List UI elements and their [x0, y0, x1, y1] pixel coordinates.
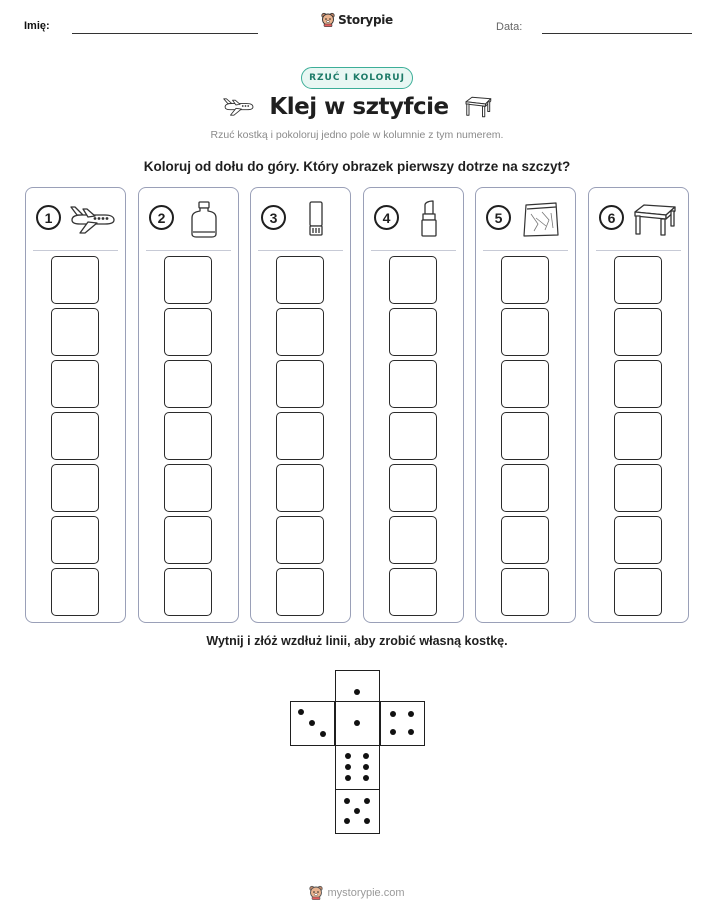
column-number: 1	[36, 205, 61, 230]
color-cell[interactable]	[501, 412, 549, 460]
column-divider	[258, 250, 343, 251]
color-cell[interactable]	[164, 516, 212, 564]
color-cell[interactable]	[164, 308, 212, 356]
die-pip	[408, 729, 414, 735]
die-pip	[320, 731, 326, 737]
storypie-logo-icon	[309, 885, 323, 900]
column-header	[476, 188, 575, 250]
column-1	[25, 187, 126, 623]
glue-stick-icon	[291, 200, 341, 238]
instruction: Koloruj od dołu do góry. Który obrazek pierwszy dotrze na szczyt?	[143, 159, 571, 174]
color-cell[interactable]	[614, 412, 662, 460]
storypie-logo-icon	[321, 12, 335, 27]
color-cell[interactable]	[501, 568, 549, 616]
column-header	[26, 188, 125, 250]
color-cell[interactable]	[51, 568, 99, 616]
title-row	[0, 89, 714, 125]
footer	[0, 885, 714, 900]
activity-badge: RZUĆ I KOLORUJ	[301, 67, 413, 89]
column-divider	[33, 250, 118, 251]
name-label: Imię:	[24, 20, 50, 32]
color-cell[interactable]	[51, 360, 99, 408]
bottle-icon	[179, 200, 229, 238]
die-pip	[354, 720, 360, 726]
color-cell[interactable]	[164, 412, 212, 460]
color-cell[interactable]	[389, 360, 437, 408]
color-cell[interactable]	[164, 464, 212, 512]
color-cell[interactable]	[389, 412, 437, 460]
die-pip	[345, 753, 351, 759]
column-number: 6	[599, 205, 624, 230]
airplane-icon	[221, 96, 255, 118]
name-line[interactable]	[72, 33, 258, 34]
color-cell[interactable]	[389, 516, 437, 564]
color-cell[interactable]	[501, 308, 549, 356]
color-cell[interactable]	[164, 256, 212, 304]
column-header	[139, 188, 238, 250]
die-pip	[363, 753, 369, 759]
color-cell[interactable]	[51, 256, 99, 304]
die-pip	[408, 711, 414, 717]
color-cell[interactable]	[276, 256, 324, 304]
color-cell[interactable]	[51, 464, 99, 512]
color-cell[interactable]	[389, 568, 437, 616]
die-pip	[364, 798, 370, 804]
color-cell[interactable]	[614, 256, 662, 304]
die-pip	[364, 818, 370, 824]
footer-url[interactable]: mystorypie.com	[327, 886, 405, 899]
color-cell[interactable]	[164, 568, 212, 616]
column-5	[475, 187, 576, 623]
column-3	[250, 187, 351, 623]
die-face-4	[380, 701, 425, 746]
color-cell[interactable]	[51, 412, 99, 460]
date-label: Data:	[496, 21, 523, 33]
color-cell[interactable]	[276, 412, 324, 460]
color-cell[interactable]	[51, 516, 99, 564]
die-pip	[345, 775, 351, 781]
lipstick-icon	[404, 200, 454, 238]
color-cell[interactable]	[501, 256, 549, 304]
color-cell[interactable]	[501, 516, 549, 564]
color-cell[interactable]	[276, 360, 324, 408]
color-cell[interactable]	[614, 568, 662, 616]
column-4	[363, 187, 464, 623]
airplane-icon	[66, 200, 116, 238]
die-pip	[354, 808, 360, 814]
die-pip	[354, 689, 360, 695]
die-face-1	[335, 701, 380, 746]
cut-instruction: Wytnij i złóż wzdłuż linii, aby zrobić własną kostkę.	[206, 634, 508, 648]
die-face-5	[335, 789, 380, 834]
color-cell[interactable]	[276, 568, 324, 616]
column-divider	[371, 250, 456, 251]
brand-name: Storypie	[338, 12, 393, 27]
die-pip	[363, 764, 369, 770]
brand-logo	[0, 12, 714, 27]
date-line[interactable]	[542, 33, 692, 34]
color-cell[interactable]	[614, 516, 662, 564]
die-face-6	[335, 745, 380, 790]
color-cell[interactable]	[614, 360, 662, 408]
column-number: 5	[486, 205, 511, 230]
table-icon	[463, 95, 493, 119]
table-icon	[629, 200, 679, 238]
color-cell[interactable]	[51, 308, 99, 356]
column-header	[364, 188, 463, 250]
die-pip	[390, 711, 396, 717]
column-header	[251, 188, 350, 250]
column-number: 4	[374, 205, 399, 230]
color-cell[interactable]	[276, 464, 324, 512]
color-cell[interactable]	[389, 308, 437, 356]
die-face-3	[290, 701, 335, 746]
page-title: Klej w sztyfcie	[269, 94, 449, 120]
die-pip	[363, 775, 369, 781]
die-pip	[298, 709, 304, 715]
column-6	[588, 187, 689, 623]
color-cell[interactable]	[614, 464, 662, 512]
die-pip	[309, 720, 315, 726]
column-number: 3	[261, 205, 286, 230]
die-pip	[344, 818, 350, 824]
color-cell[interactable]	[614, 308, 662, 356]
color-cell[interactable]	[276, 308, 324, 356]
column-divider	[146, 250, 231, 251]
color-cell[interactable]	[164, 360, 212, 408]
column-2	[138, 187, 239, 623]
subtitle: Rzuć kostką i pokoloruj jedno pole w kolumnie z tym numerem.	[210, 129, 504, 141]
color-cell[interactable]	[389, 464, 437, 512]
column-number: 2	[149, 205, 174, 230]
die-pip	[344, 798, 350, 804]
color-cell[interactable]	[276, 516, 324, 564]
color-cell[interactable]	[389, 256, 437, 304]
column-header	[589, 188, 688, 250]
color-cell[interactable]	[501, 360, 549, 408]
color-cell[interactable]	[501, 464, 549, 512]
die-pip	[345, 764, 351, 770]
column-divider	[483, 250, 568, 251]
die-pip	[390, 729, 396, 735]
column-divider	[596, 250, 681, 251]
plastic-bag-icon	[516, 200, 566, 238]
